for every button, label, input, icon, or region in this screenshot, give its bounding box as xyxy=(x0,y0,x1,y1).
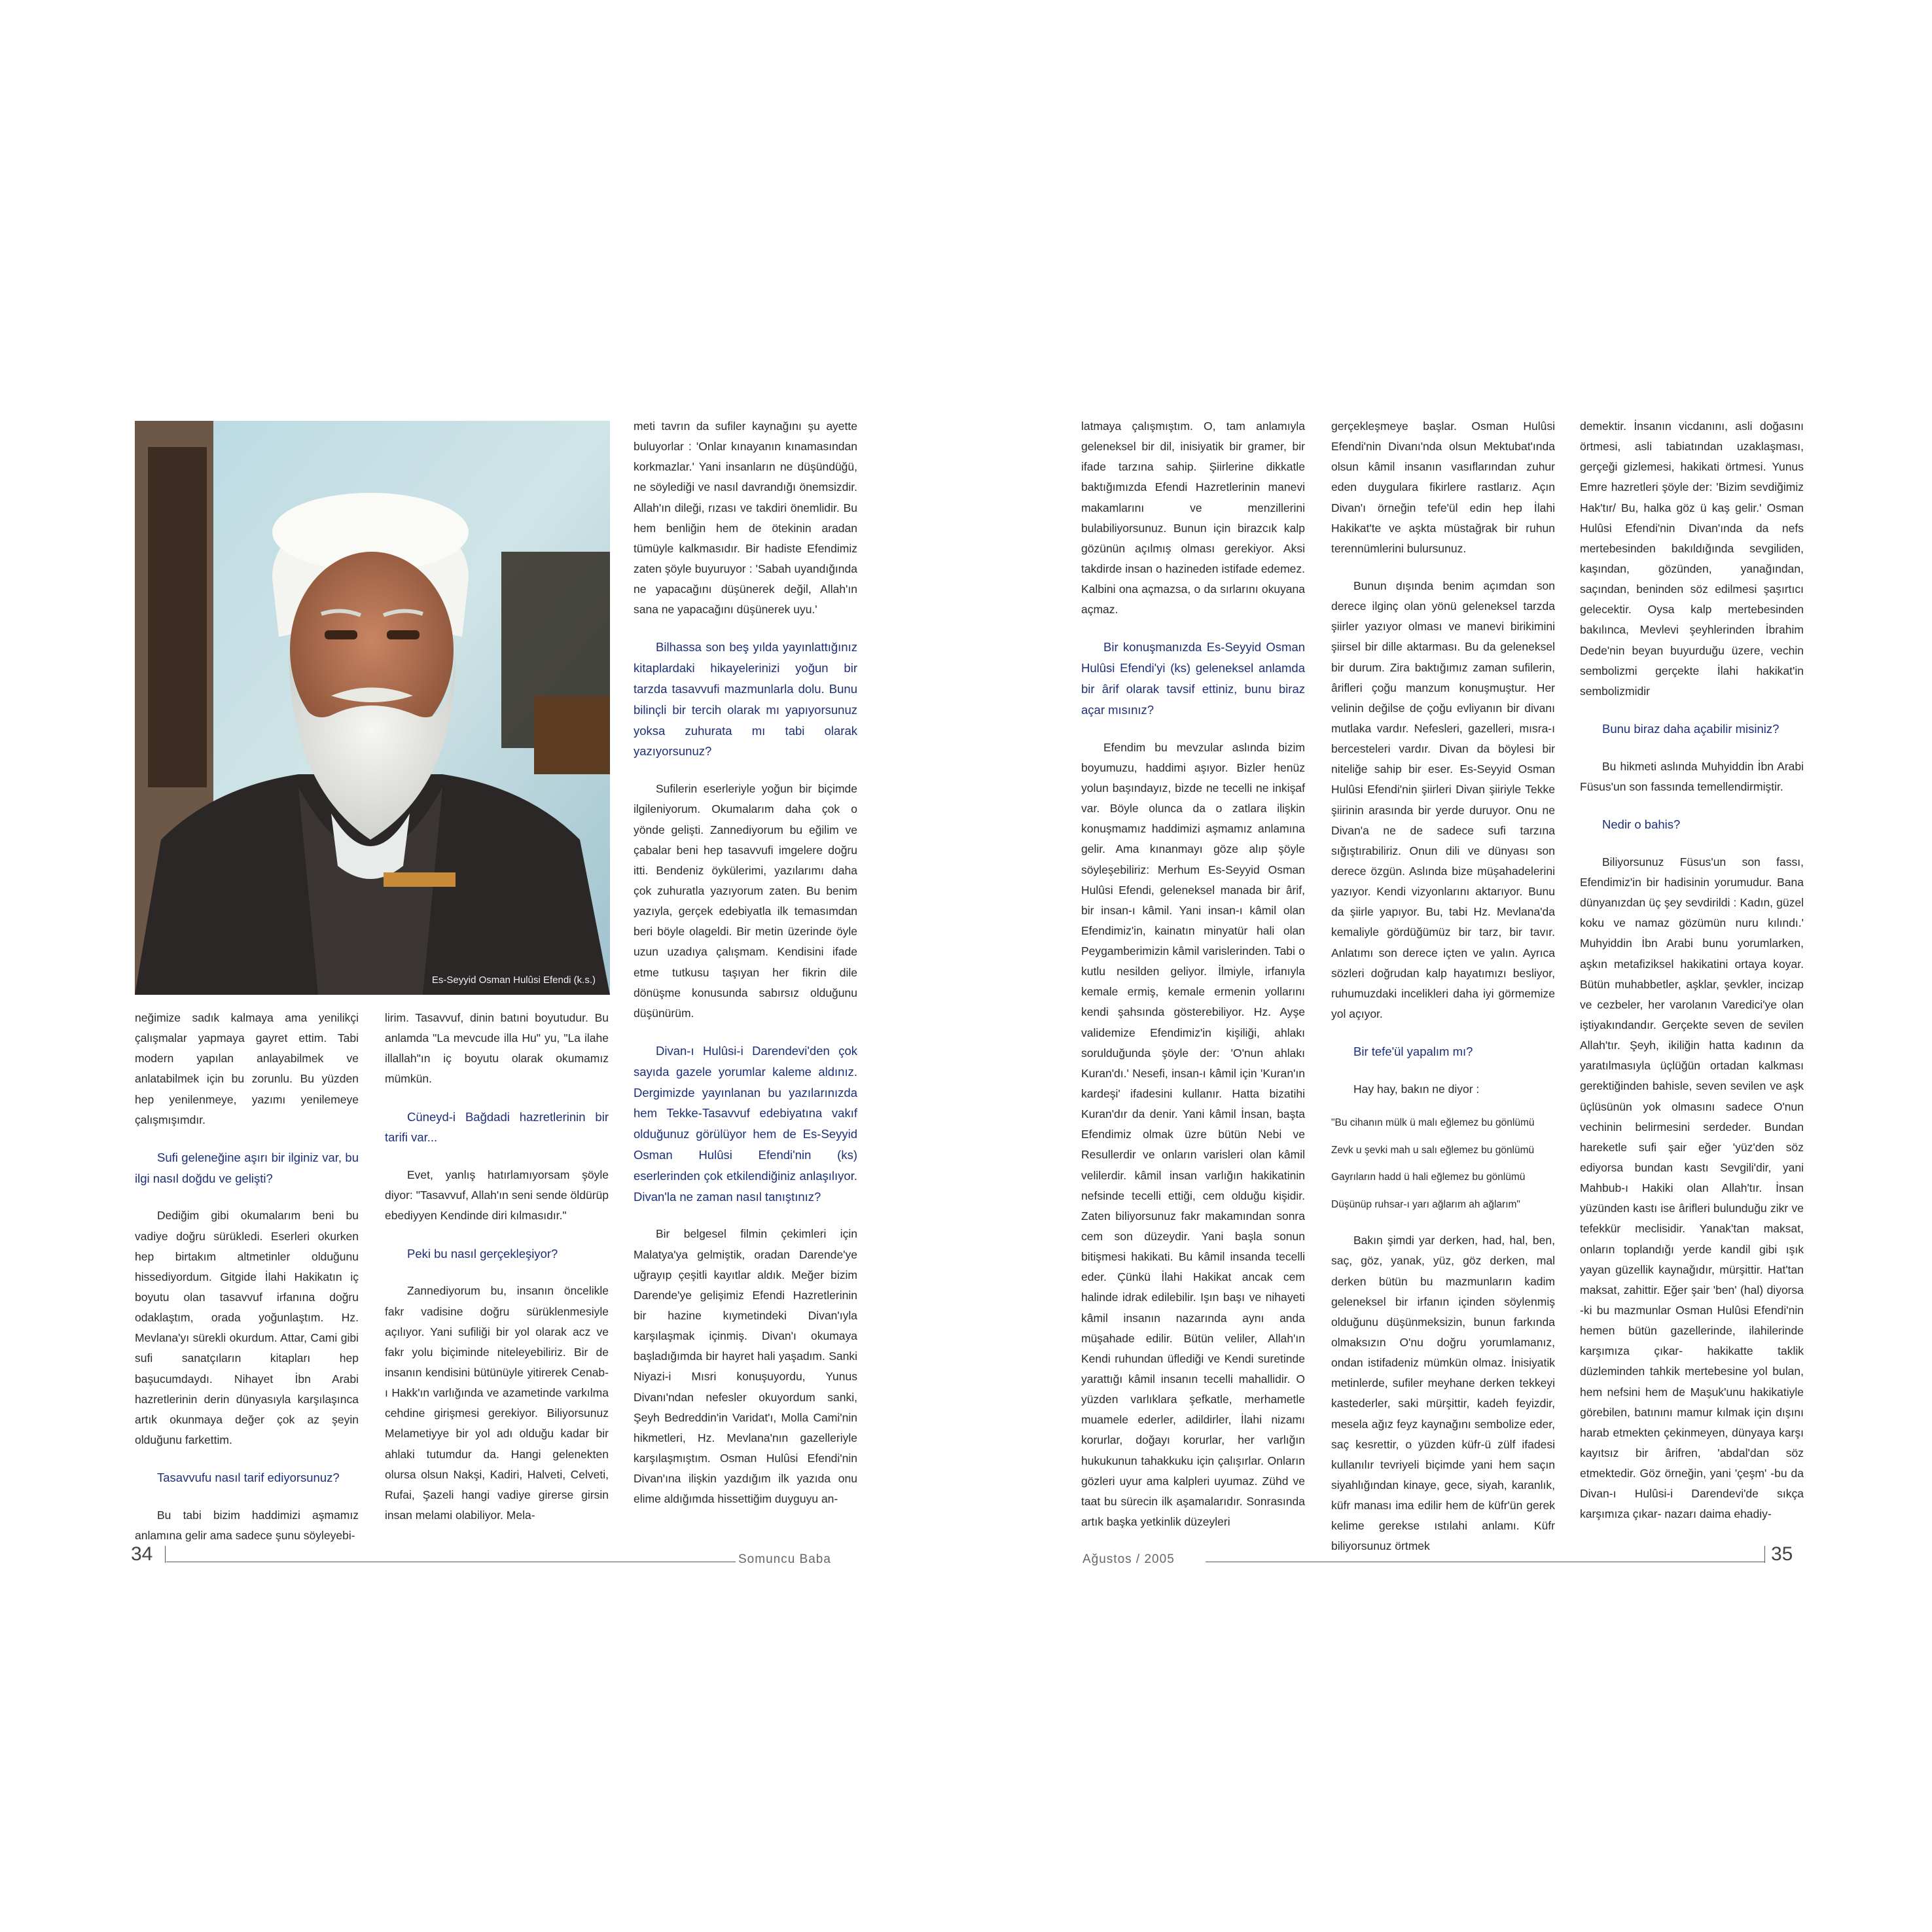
paragraph: Dediğim gibi okumalarım beni bu vadiye doğru sürükledi. Eserleri okurken hep birtakım altmetinler olduğunu hissediyordum. Gitgide İlahi Hakikatın iç boyutu olan tasavvuf irfanına doğru odaklaştım, orada yoğunlaştım. Hz. Mevlana'yı sürekli okurdum. Attar, Cami gibi sufi sanatçıların kitapları hep başucumdaydı. Nihayet İbn Arabi hazretlerinin derin dünyasıyla karşılaşınca artık okunmaya değer çok az şeyin olduğunu farkettim. xyxy=(135,1209,359,1447)
column-2 xyxy=(385,1008,609,1543)
interview-question: Tasavvufu nasıl tarif ediyorsunuz? xyxy=(157,1471,340,1485)
portrait-photo xyxy=(135,421,610,995)
interview-question: Peki bu nasıl gerçekleşiyor? xyxy=(407,1246,558,1261)
interview-question: Bir konuşmanızda Es-Seyyid Osman Hulûsi Efendi'yi (ks) geleneksel anlamda bir ârif olarak tavsif ettiniz, bunu biraz açar mısınız? xyxy=(1081,640,1305,717)
paragraph: lirim. Tasavvuf, dinin batıni boyutudur. Bu anlamda "La mevcude illa Hu" yu, "La ilahe illallah"ın iç boyutu olarak okumamız mümkün. xyxy=(385,1011,609,1086)
page-number-left: 34 xyxy=(131,1543,153,1565)
paragraph: Hay hay, bakın ne diyor : xyxy=(1353,1082,1480,1096)
footer-tick-right xyxy=(1764,1546,1765,1563)
paragraph: Biliyorsunuz Füsus'un son fassı, Efendimiz'in bir hadisinin yorumudur. Bana dünyanızdan üç şey sevdirildi : Kadın, güzel koku ve namaz gözümün nuru kılındı.' Muhyiddin İbn Arabi bunu yorumlarken, aşkın metafiziksel hakikatini ortaya koyar. Bütün muhabbetler, aşklar, şevkler, incizap ve cezbeler, her varolanın Varedici'ye olan iştiyakındandır. Gerçekte seven de sevilen Allah'tır. Şeyh, ikiliğin hatta kadının da yaratılmasıyla üçlüğün ortadan kalkması gerektiğinden bahisle, seven sevilen ve aşk üçlüsünün yok olmasını sadece O'nun vechinin belirmesini serdeder. Bundan hareketle sufi şair eğer 'yüz'den söz ediyorsa bundan kastı Sevgili'dir, yani Mahbub-ı Hakiki olan Allah'tır. İnsan yüzünden kastı ise ârifleri bulunduğu zikr ve tefekkür meclisidir. Yanak'tan maksat, onların toplandığı yerde kandil gibi ışık yayan güzellik kaynağıdır, mürşittir. Hat'tan maksat, zahittir. Eğer şair 'ben' (hal) diyorsa -ki bu mazmunlar Osman Hulûsi Efendi'nin hemen bütün gazellerinde, ilahilerinde karşımıza çıkar- hakikatte taklik düzleminden tahkik mertebesine yol bulan, hem nefsini hem de Maşuk'unu hakikatiyle görebilen, batınını mamur kılmak için dışını harab etmekten çekinmeyen, dünyaya karşı kayıtsız bir ârifren, 'abdal'dan söz etmektedir. Göz örneğin, yani 'çeşm' -bu da Divan-ı Hulûsi-i Darendevi'de sıkça karşımıza çıkar- nazarı daima ehadiy- xyxy=(1580,855,1804,1521)
paragraph: Bu hikmeti aslında Muhyiddin İbn Arabi Füsus'un son fassında temellendirmiştir. xyxy=(1580,759,1804,793)
column-3 xyxy=(634,416,857,1526)
photo-caption: Es-Seyyid Osman Hulûsi Efendi (k.s.) xyxy=(431,975,596,986)
issue-date: Ağustos / 2005 xyxy=(1082,1552,1175,1566)
paragraph: Efendim bu mevzular aslında bizim boyumuzu, haddimi aşıyor. Bizler henüz yolun başındayız, bizde ne tecelli ne inkişaf var. Böyle olunca da o zatlara ilişkin konuşmamız haddimizi aşmamız anlamına gelir. Ama kınanmayı göze alıp şöyle söyleşebiliriz: Merhum Es-Seyyid Osman Hulûsi Efendi, geleneksel manada bir ârif, bir insan-ı kâmil. Yani insan-ı kâmil olan Efendimiz'in, kainatın minyatür hali olan Peygamberimizin kâmil varislerinden. Tabi o kutlu nesilden geliyor. İlmiyle, irfanıyla kemale ermiş, kemale ermenin yollarını kendi şahsında gösterebiliyor. Hz. Ayşe validemize Efendimiz'in kişiliği, ahlakı sorulduğunda şöyle der: 'O'nun ahlakı Kuran'dı.' Nesefi, insan-ı kâmil için 'Kuran'ın kardeşi' ifadesini kullanır. Hatta bizatihi Kuran'dır da denir. Yani kâmil İnsan, başta Efendimiz olmak üzre bütün Nebi ve Resullerdir ve onların varisleri olan kâmil velilerdir. kâmil insan varlığın hakikatinin nefsinde tecelli ettiği, cem olduğu kişidir. Zaten biliyorsunuz fakr makamından sonra cem son düzeydir. Yani başla sonun bitişmesi hakikati. Bu kâmil insanda tecelli eder. Çünkü İlahi Hakikat ancak cem halinde idrak edilebilir. Işın başı ve nihayeti kâmil insanın nazarında aynı anda müşahade edilir. Bütün veliler, Allah'ın Kendi ruhundan üflediği ve Kendi suretinde yarattığı kâmil insanın tecelli mahallidir. O yüzden varlıklara şefkatle, merhametle muamele ederler, adildirler, İlahi nizamı korurlar, doğayı korurlar, her varlığın hukukunun tahakkuku için çalışırlar. Onların gözleri uyur ama kalpleri uyumaz. Zühd ve taat bu sürecin ilk aşamalarıdır. Sonrasında artık başka yetkinlik düzeyleri xyxy=(1081,740,1305,1528)
verse-line: "Bu cihanın mülk ü malı eğlemez bu gönlümü xyxy=(1331,1117,1535,1129)
column-1 xyxy=(135,1008,359,1563)
paragraph: gerçekleşmeye başlar. Osman Hulûsi Efendi'nin Divanı'nda olsun Mektubat'ında olsun kâmil insanın vasıflarından zuhur eden duygulara fikirlere rastlarız. Açın Divan'ı örneğin tefe'ül edin hep İlahi Hakikat'te ve aşkta müstağrak bir ruhun terennümlerini bulursunuz. xyxy=(1331,420,1555,555)
paragraph: Evet, yanlış hatırlamıyorsam şöyle diyor: "Tasavvuf, Allah'ın seni sende öldürüp ebediyyen Kendinde diri kılmasıdır." xyxy=(385,1168,609,1223)
verse-line: Zevk u şevki mah u salı eğlemez bu gönlümü xyxy=(1331,1144,1535,1156)
page-number-right: 35 xyxy=(1771,1543,1793,1565)
interview-question: Sufi geleneğine aşırı bir ilginiz var, bu ilgi nasıl doğdu ve gelişti? xyxy=(135,1150,359,1185)
paragraph: Bir belgesel filmin çekimleri için Malatya'ya gelmiştik, oradan Darende'ye uğrayıp çeşitli kayıtlar aldık. Meğer bizim Darende'ye gelişimiz Efendi Hazretlerinin bir hazine kıymetindeki Divan'ıyla karşılaşmak içinmiş. Divan'ı okumaya başladığımda bir hayret hali yaşadım. Sanki Niyazi-i Mısri konuşuyordu, Yunus Divanı'ndan nefesler okuyordum sanki, Şeyh Bedreddin'in Varidat'ı, Molla Cami'nin hikmetleri, Hz. Mevlana'nın gazelleriyle karşılaşmıştım. Osman Hulûsi Efendi'nin Divan'ına ilişkin yazdığım ilk yazıda onu elime aldığımda hissettiğim duyguyu an- xyxy=(634,1227,857,1506)
portrait-illustration xyxy=(135,421,610,995)
paragraph: Bunun dışında benim açımdan son derece ilginç olan yönü geleneksel tarzda şiirler yazıyor olması ve manevi birikimini şiirsel bir dille aktarması. Bu da geleneksel bir durum. Zira baktığımız zaman sufilerin, ârifleri çoğu manzum konuşmuştur. Her velinin değilse de çoğu evliyanın bir divanı mutlaka vardır. Nefesleri, gazelleri, mısra-ı bercesteleri vardır. Divan da böylesi bir niteliğe sahip bir eser. Es-Seyyid Osman Hulûsi Efendi'nin şiirleri Divan şiiriyle Tekke şiirinin arasında bir yerde duruyor. Onu ne Divan'a ne de sadece sufi tarzına sığıştırabiliriz. Onun dili ve dünyası son derece özgün. Aslında bize müşahadelerini yazıyor. Kendi vizyonlarını aktarıyor. Bunu da şiirle yapıyor. Bu, tabi Hz. Mevlana'da kemaliyle gördüğümüz bir tarz, bir tavır. Anlatımı son derece içten ve yalın. Ayrıca sözleri doğrudan kalp hayatımızı besliyor, ruhumuzdaki incelikleri daha iyi görmemize yol açıyor. xyxy=(1331,579,1555,1020)
paragraph: meti tavrın da sufiler kaynağını şu ayette buluyorlar : 'Onlar kınayanın kınamasından korkmazlar.' Yani insanların ne düşündüğü, ne söylediği ve nasıl davrandığı önemsizdir. Allah'ın dileği, rızası ve takdiri önemlidir. Bu hem benliğin hem de ötekinin aradan tümüyle kalkmasıdır. Bir hadiste Efendimiz zaten şöyle buyuruyor : 'Sabah uyandığında ne yapacağını düşünerek değil, Allah'ın sana ne yapacağını düşünerek uyu.' xyxy=(634,420,857,617)
paragraph: Bu tabi bizim haddimizi aşmamız anlamına gelir ama sadece şunu söyleyebi- xyxy=(135,1508,359,1543)
paragraph: neğimize sadık kalmaya ama yenilikçi çalışmalar yapmaya gayret ettim. Tabi modern yapılan anlayabilmek ve anlatabilmek için bu zorunlu. Bu yüzden hep yenilenmeye, yazımı yenilemeye çalışmışımdır. xyxy=(135,1011,359,1126)
paragraph: latmaya çalışmıştım. O, tam anlamıyla geleneksel bir dil, inisiyatik bir gramer, bir ifade tarzına sahip. Şiirlerine dikkatle baktığımızda Efendi Hazretlerinin manevi makamlarını ve menzillerini bulabiliyorsunuz. Bunun için birazcık kalp gözünün açılmış olması gerekiyor. Aksi takdirde insan o hazineden istifade edemez. Kalbini ona açmazsa, o da sırlarını okuyana açmaz. xyxy=(1081,420,1305,617)
paragraph: demektir. İnsanın vicdanını, asli doğasını örtmesi, asli tabiatından uzaklaşması, gerçeği gizlemesi, hakikati örtmesi. Yunus Emre hazretleri şöyle der: 'Bizim sevdiğimiz Hak'tır/ Bu, halka göz ü kaş gelir.' Osman Hulûsi Efendi'nin Divan'ında da nefs mertebesinden bakıldığında sevgiliden, kaşından, gözünden, yanağından, saçından, beninden söz edilmesi şaşırtıcı gelecektir. Oysa kalp mertebesinden bakılınca, Mevlevi şeyhlerinden İbrahim Dede'nin beyan buyurduğu üzere, vechin sembolizmi gerçekte İlahi hakikat'in sembolizmidir xyxy=(1580,420,1804,698)
interview-question: Divan-ı Hulûsi-i Darendevi'den çok sayıda gazele yorumlar kaleme aldınız. Dergimizde yayınlanan bu yazılarınızda hem Tekke-Tasavvuf edebiyatına vakıf olduğunuz görülüyor hem de Es-Seyyid Osman Hulûsi Efendi'nin (ks) eserlerinden çok etkilendiğiniz anlaşılıyor. Divan'la ne zaman nasıl tanıştınız? xyxy=(634,1043,857,1204)
paragraph: Bakın şimdi yar derken, had, hal, ben, saç, göz, yanak, yüz, göz derken, mal derken bütün bu mazmunların kadim geleneksel bir irfanın içinden söylenmiş olduğunu düşünmeksizin, bunun farkında olmaksızın O'nu doğru yorumlamanız, ondan istifadeniz mümkün olmaz. İnisiyatik metinlerde, sufiler meyhane derken tekkeyi kastederler, saki mürşittir, kadeh feyizdir, mesela ağız feyz kaynağını sembolize eder, saç kesrettir, o yüzden küfr-ü zülf ifadesi kullanılır tevriyeli biçimde yani hem saçın siyahlığından kinaye, gece, siyah, karanlık, küfr manası ima edilir hem de küfr'ün gerek kelime gerekse ıstılahi anlamı. Küfr biliyorsunuz örtmek xyxy=(1331,1234,1555,1553)
column-4 xyxy=(1081,416,1305,1549)
interview-question: Bilhassa son beş yılda yayınlattığınız kitaplardaki hikayelerinizi yoğun bir tarzda tasavvufi mazmunlarla dolu. Bunu bilinçli bir tercih olarak mı yapıyorsunuz yoksa zuhurata mı tabi olarak yazıyorsunuz? xyxy=(634,640,857,759)
interview-question: Cüneyd-i Bağdadi hazretlerinin bir tarifi var... xyxy=(385,1109,609,1145)
paragraph: Zannediyorum bu, insanın öncelikle fakr vadisine doğru sürüklenmesiyle açılıyor. Yani sufiliği bir yol olarak acz ve fakr yolu biçiminde niteleyebiliriz. Bir de insanın kendisini bütünüyle yitirerek Cenab-ı Hakk'ın varlığında ve azametinde varkılma cehdine girişmesi gerekiyor. Biliyorsunuz Melametiyye bir yol adı olduğu kadar bir ahlaki tutumdur da. Hangi gelenekten olursa olsun Nakşi, Kadiri, Halveti, Celveti, Rufai, Şazeli hangi vadiye girerse girsin insan melami olabiliyor. Mela- xyxy=(385,1284,609,1522)
verse-line: Gayrıların hadd ü hali eğlemez bu gönlümü xyxy=(1331,1172,1526,1183)
interview-question: Nedir o bahis? xyxy=(1602,817,1681,832)
interview-question: Bunu biraz daha açabilir misiniz? xyxy=(1602,721,1780,736)
magazine-name: Somuncu Baba xyxy=(738,1552,831,1566)
column-5 xyxy=(1331,416,1555,1574)
verse-line: Düşünüp ruhsar-ı yarı ağlarım ah ağlarım" xyxy=(1331,1198,1520,1210)
column-6 xyxy=(1580,416,1804,1542)
paragraph: Sufilerin eserleriyle yoğun bir biçimde ilgileniyorum. Okumalarım daha çok o yönde gelişti. Zannediyorum bu eğilim ve çabalar beni hep tasavvufi imgelere doğru itti. Bendeniz öykülerimi, yazılarımı daha çok zuhuratla yazıyorum zaten. Bu benim yazıyla, gerçek edebiyatla ilk temasımdan beri böyle olageldi. Bir metin üzerinde öyle uzun uzadıya çalışmam. Kendisini ifade etme tutkusu taşıyan her fikrin dile dönüşme konusunda sabırsız olduğunu düşünürüm. xyxy=(634,782,857,1020)
interview-question: Bir tefe'ül yapalım mı? xyxy=(1353,1045,1473,1059)
footer-tick-left xyxy=(165,1546,166,1563)
